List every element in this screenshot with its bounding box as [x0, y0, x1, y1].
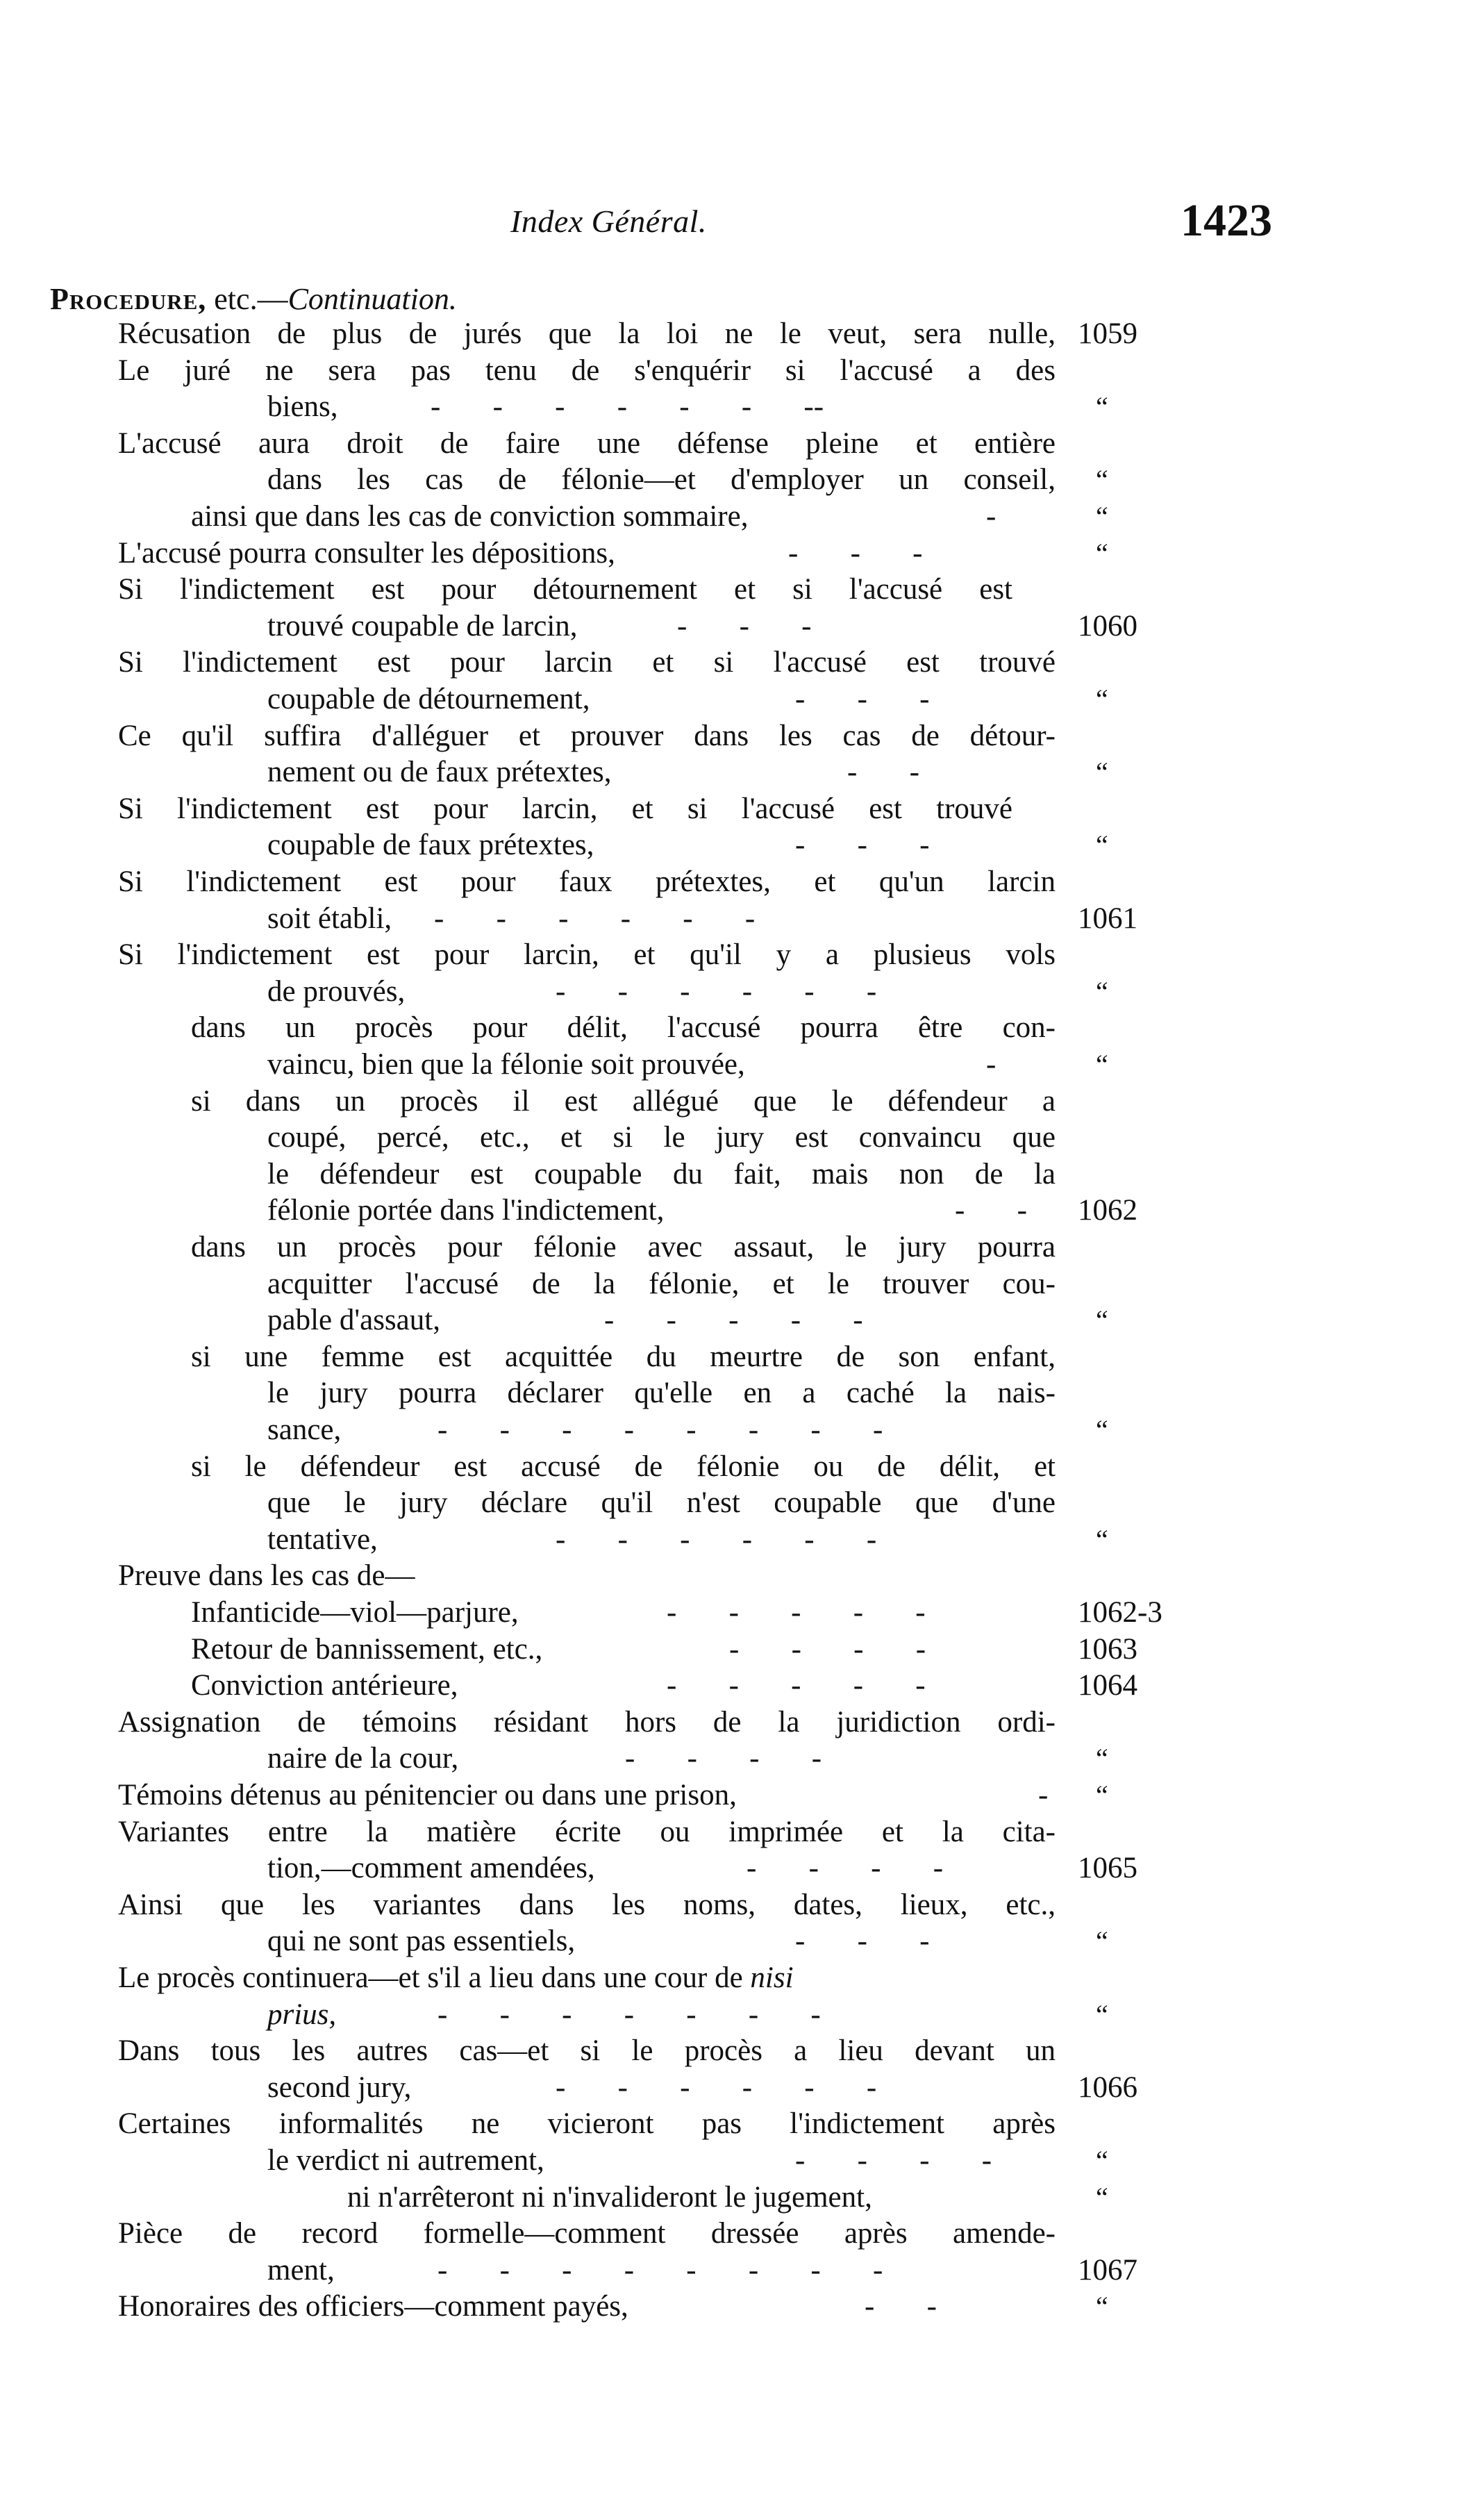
- leader-dashes: - - - - - - --: [431, 390, 824, 424]
- index-line: [0, 1595, 1484, 1631]
- index-entry-text: si une femme est acquittée du meurtre de son enfant,: [191, 1340, 1056, 1373]
- index-line: [0, 572, 1484, 608]
- index-line: [0, 1485, 1484, 1521]
- leader-dashes: - - - - - - -: [437, 1998, 821, 2031]
- ditto-mark: “: [1096, 683, 1108, 715]
- leader-dashes: - - - - -: [604, 1304, 863, 1337]
- index-entry-text: soit établi,: [267, 902, 392, 935]
- index-line: [0, 1010, 1484, 1046]
- leader-dashes: - - - -: [747, 1852, 944, 1885]
- page-reference: 1062: [1078, 1194, 1137, 1227]
- index-line: [0, 426, 1484, 462]
- index-line: [0, 791, 1484, 827]
- index-line: [0, 1084, 1484, 1120]
- page-reference: 1060: [1078, 609, 1137, 642]
- index-line: [0, 681, 1484, 717]
- page-reference: 1063: [1078, 1632, 1137, 1666]
- ditto-mark: “: [1096, 975, 1108, 1007]
- leader-dashes: -: [986, 1048, 997, 1081]
- leader-dashes: - - - - -: [667, 1669, 926, 1702]
- index-line: [0, 974, 1484, 1010]
- index-line: [0, 1229, 1484, 1266]
- ditto-mark: “: [1096, 1925, 1108, 1957]
- index-entry-text: dans un procès pour délit, l'accusé pourra être con-: [191, 1011, 1056, 1045]
- index-entry-text: de prouvés,: [267, 974, 406, 1008]
- index-line: [0, 1997, 1484, 2033]
- index-line: [0, 2216, 1484, 2252]
- index-entry-text: Assignation de témoins résidant hors de la juridiction ordi-: [118, 1705, 1056, 1739]
- index-entry-text: Honoraires des officiers—comment payés,: [118, 2290, 628, 2323]
- index-line: [0, 1047, 1484, 1083]
- index-line: [0, 2033, 1484, 2069]
- index-line: [0, 754, 1484, 790]
- section-heading-title: Procedure,: [50, 282, 207, 316]
- leader-dashes: - - - - -: [667, 1596, 926, 1629]
- index-line: [0, 1668, 1484, 1704]
- leader-dashes: - - -: [795, 1925, 930, 1958]
- index-line: [0, 2289, 1484, 2325]
- index-entry-text: pable d'assaut,: [267, 1304, 440, 1337]
- index-line: [0, 389, 1484, 425]
- index-line: [0, 2253, 1484, 2289]
- index-line: [0, 316, 1484, 352]
- index-line: [0, 2180, 1484, 2216]
- italic-term: prius,: [267, 1998, 337, 2031]
- index-entry-text: Retour de bannissement, etc.,: [191, 1632, 543, 1666]
- page-reference: 1066: [1078, 2071, 1137, 2104]
- ditto-mark: “: [1096, 391, 1108, 423]
- leader-dashes: - - -: [677, 609, 812, 642]
- index-entry-text: nement ou de faux prétextes,: [267, 756, 612, 789]
- index-entry-text: ment,: [267, 2253, 335, 2287]
- index-entry-text: Témoins détenus au pénitencier ou dans une prison,: [118, 1779, 737, 1811]
- index-entry-text: si le défendeur est accusé de félonie ou de délit, et: [191, 1450, 1056, 1483]
- index-entry-text: coupable de détournement,: [267, 683, 590, 715]
- index-line: [0, 645, 1484, 681]
- index-entry-text: Si l'indictement est pour larcin, et qu'il y a plusieus vols: [118, 938, 1056, 972]
- index-line: [0, 1704, 1484, 1741]
- index-line: [0, 1339, 1484, 1375]
- index-entry-text: sance,: [267, 1413, 342, 1446]
- leader-dashes: - - - -: [795, 2144, 992, 2177]
- index-entry-text: trouvé coupable de larcin,: [267, 609, 578, 642]
- ditto-mark: “: [1096, 1049, 1108, 1080]
- leader-dashes: - - - - - -: [556, 1523, 877, 1556]
- index-entry-text: Variantes entre la matière écrite ou imprimée et la cita-: [118, 1815, 1056, 1848]
- index-entry-text: Conviction antérieure,: [191, 1669, 458, 1702]
- index-entry-text: L'accusé pourra consulter les dépositions,: [118, 536, 615, 570]
- ditto-mark: “: [1096, 464, 1108, 496]
- page-reference: 1061: [1078, 902, 1137, 935]
- leader-dashes: - - - - - -: [434, 902, 756, 935]
- ditto-mark: “: [1096, 2291, 1108, 2323]
- index-line: [0, 901, 1484, 937]
- ditto-mark: “: [1096, 1304, 1108, 1336]
- index-line: [0, 1193, 1484, 1229]
- index-entry-text: Le procès continuera—et s'il a lieu dans une cour de nisi: [118, 1961, 794, 1994]
- index-line: [0, 1814, 1484, 1850]
- index-entry-text: [267, 1997, 336, 2033]
- index-entry-text: Si l'indictement est pour détournement et si l'accusé est: [118, 573, 1012, 606]
- index-line: [0, 1266, 1484, 1302]
- index-entry-text: L'accusé aura droit de faire une défense pleine et entière: [118, 426, 1056, 460]
- running-title: Index Général.: [510, 204, 707, 239]
- index-entry-text: Preuve dans les cas de—: [118, 1559, 415, 1593]
- index-entry-text: le jury pourra déclarer qu'elle en a caché la nais-: [267, 1377, 1056, 1410]
- leader-dashes: - - - - - - - -: [437, 2253, 883, 2287]
- section-heading-continuation: Continuation.: [287, 282, 457, 316]
- index-entry-text: Ainsi que les variantes dans les noms, dates, lieux, etc.,: [118, 1888, 1056, 1921]
- index-entry-text: Le juré ne sera pas tenu de s'enquérir si l'accusé a des: [118, 354, 1056, 387]
- leader-dashes: - - - - - -: [556, 974, 877, 1008]
- index-entry-text: le défendeur est coupable du fait, mais non de la: [267, 1157, 1056, 1191]
- index-line: [0, 499, 1484, 535]
- leader-dashes: - -: [847, 756, 919, 789]
- ditto-mark: “: [1096, 501, 1108, 532]
- index-entry-text: ainsi que dans les cas de conviction sommaire,: [191, 500, 749, 533]
- index-entry-text: dans les cas de félonie—et d'employer un conseil,: [267, 463, 1056, 497]
- index-entry-text: Ce qu'il suffira d'alléguer et prouver dans les cas de détour-: [118, 719, 1056, 752]
- index-entry-text: Certaines informalités ne vicieront pas l'indictement après: [118, 2107, 1056, 2141]
- ditto-mark: “: [1096, 1523, 1108, 1555]
- index-line: [0, 864, 1484, 900]
- page-reference: 1067: [1078, 2253, 1137, 2287]
- index-entry-text: le verdict ni autrement,: [267, 2144, 544, 2177]
- index-line: [0, 1960, 1484, 1996]
- index-entry-text: Récusation de plus de jurés que la loi ne le veut, sera nulle,: [118, 317, 1056, 350]
- ditto-mark: “: [1096, 1743, 1108, 1775]
- leader-dashes: - - - -: [729, 1632, 926, 1666]
- index-entry-text: Si l'indictement est pour faux prétextes, et qu'un larcin: [118, 865, 1056, 898]
- page-number: 1423: [1181, 195, 1272, 246]
- index-entry-text: Dans tous les autres cas—et si le procès a lieu devant un: [118, 2034, 1056, 2068]
- index-line: [0, 2070, 1484, 2106]
- index-line: [0, 1741, 1484, 1777]
- index-entry-text: si dans un procès il est allégué que le défendeur a: [191, 1084, 1056, 1118]
- index-line: [0, 2106, 1484, 2142]
- index-entry-text: Infanticide—viol—parjure,: [191, 1596, 519, 1629]
- index-line: [0, 1302, 1484, 1338]
- ditto-mark: “: [1096, 756, 1108, 788]
- page-reference: 1062-3: [1078, 1596, 1162, 1629]
- index-entry-text: acquitter l'accusé de la félonie, et le trouver cou-: [267, 1267, 1056, 1300]
- index-entry-text: Pièce de record formelle—comment dressée après amende-: [118, 2217, 1056, 2250]
- index-line: [0, 1632, 1484, 1668]
- leader-dashes: -: [986, 500, 997, 533]
- index-entry-text: dans un procès pour félonie avec assaut, le jury pourra: [191, 1231, 1056, 1263]
- index-entry-text: naire de la cour,: [267, 1742, 459, 1775]
- ditto-mark: “: [1096, 829, 1108, 861]
- index-line: [0, 1449, 1484, 1485]
- index-line: [0, 1777, 1484, 1814]
- index-line: [0, 718, 1484, 754]
- index-line: [0, 2143, 1484, 2179]
- ditto-mark: “: [1096, 1414, 1108, 1445]
- index-line: [0, 536, 1484, 572]
- leader-dashes: - - - - - -: [556, 2071, 877, 2104]
- index-entry-text: Si l'indictement est pour larcin et si l'accusé est trouvé: [118, 646, 1056, 679]
- page-reference: 1059: [1078, 317, 1137, 350]
- index-entry-text: second jury,: [267, 2071, 412, 2104]
- index-line: [0, 1558, 1484, 1594]
- section-heading-suffix: etc.—: [214, 282, 288, 316]
- ditto-mark: “: [1096, 1998, 1108, 2030]
- leader-dashes: - - - - - - - -: [437, 1413, 883, 1446]
- leader-dashes: - - - -: [625, 1742, 822, 1775]
- running-head: [0, 195, 1484, 258]
- index-line: [0, 1156, 1484, 1193]
- leader-dashes: - -: [865, 2290, 937, 2323]
- index-entry-text: que le jury déclare qu'il n'est coupable que d'une: [267, 1486, 1056, 1520]
- page-reference: 1064: [1078, 1669, 1137, 1702]
- index-line: [0, 1923, 1484, 1959]
- ditto-mark: “: [1096, 2145, 1108, 2176]
- index-entry-text: ni n'arrêteront ni n'invalideront le jugement,: [347, 2180, 872, 2214]
- index-line: [0, 1850, 1484, 1886]
- ditto-mark: “: [1096, 2181, 1108, 2213]
- index-line: [0, 1375, 1484, 1411]
- italic-term: nisi: [750, 1961, 794, 1994]
- leader-dashes: - -: [955, 1194, 1027, 1227]
- index-line: [0, 608, 1484, 645]
- index-entry-text: vaincu, bien que la félonie soit prouvée,: [267, 1048, 745, 1081]
- index-line: [0, 1887, 1484, 1923]
- leader-dashes: -: [1038, 1779, 1049, 1811]
- index-entry-text: Si l'indictement est pour larcin, et si l'accusé est trouvé: [118, 792, 1012, 825]
- index-entry-text: coupable de faux prétextes,: [267, 829, 594, 862]
- index-line: [0, 937, 1484, 973]
- index-entry-text: biens,: [267, 390, 338, 424]
- index-entry-text: coupé, percé, etc., et si le jury est convaincu que: [267, 1121, 1056, 1154]
- index-line: [0, 1522, 1484, 1558]
- ditto-mark: “: [1096, 1780, 1108, 1811]
- index-entry-text: qui ne sont pas essentiels,: [267, 1925, 576, 1958]
- index-line: [0, 1412, 1484, 1448]
- index-entry-text: félonie portée dans l'indictement,: [267, 1194, 665, 1227]
- index-entry-text: tentative,: [267, 1523, 378, 1556]
- page-reference: 1065: [1078, 1852, 1137, 1885]
- leader-dashes: - - -: [795, 683, 930, 715]
- ditto-mark: “: [1096, 537, 1108, 569]
- leader-dashes: - - -: [795, 829, 930, 862]
- section-heading: [50, 281, 457, 317]
- index-line: [0, 827, 1484, 863]
- index-line: [0, 462, 1484, 498]
- index-line: [0, 1120, 1484, 1156]
- leader-dashes: - - -: [788, 536, 923, 570]
- index-line: [0, 353, 1484, 389]
- index-entry-text: tion,—comment amendées,: [267, 1852, 595, 1885]
